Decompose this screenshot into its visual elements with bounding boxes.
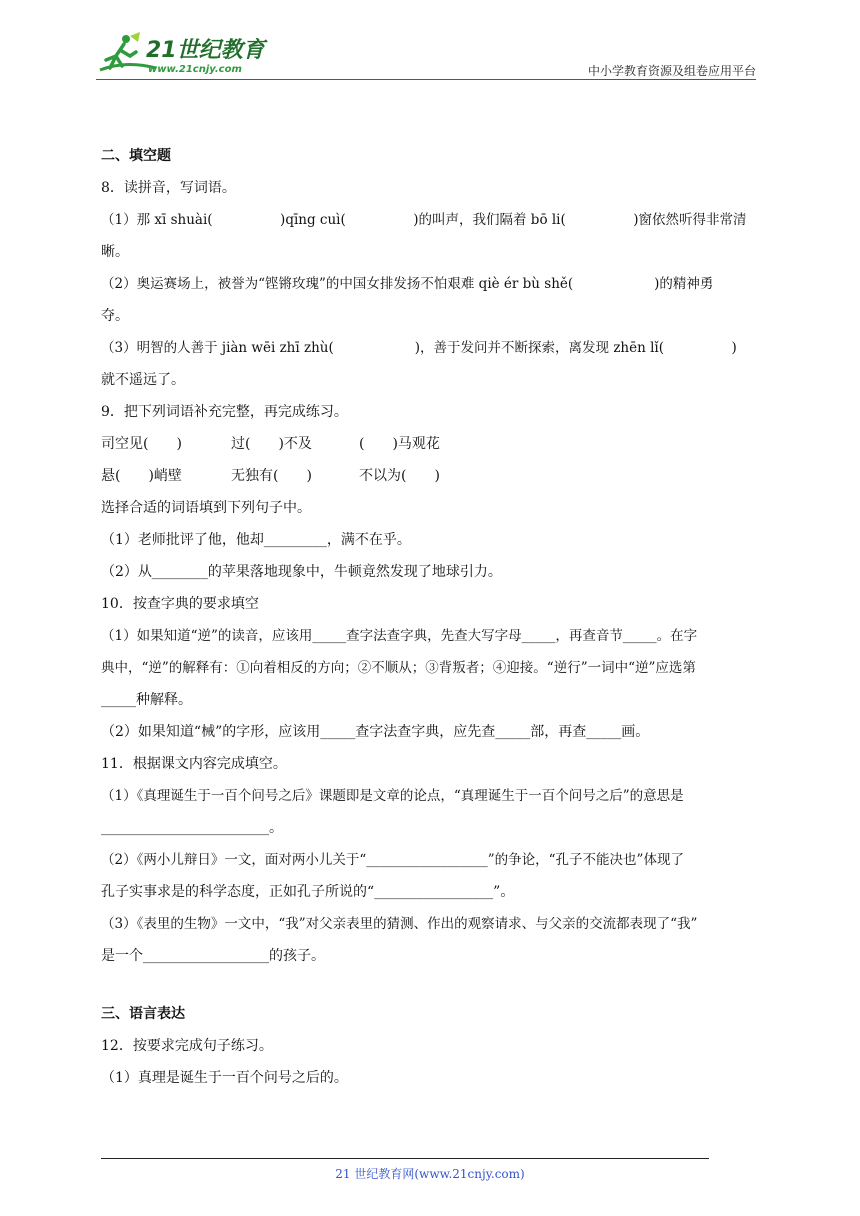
question-12-title: 12．按要求完成句子练习。 <box>101 1038 273 1054</box>
question-8-line: （1）那 xī shuài( )qīng cuì( )的叫声，我们隔着 bō li( )窗依然听得非常清 <box>101 212 747 228</box>
section-heading-fill-blank: 二、填空题 <box>101 148 171 164</box>
page-footer: 21 世纪教育网(www.21cnjy.com) <box>335 1167 525 1181</box>
platform-name: 中小学教育资源及组卷应用平台 <box>587 64 756 78</box>
question-11-line: （3）《表里的生物》一文中，“我”对父亲表里的猜测、作出的观察请求、与父亲的交流都表现了“我” <box>101 916 698 932</box>
page-header <box>96 28 756 80</box>
question-8-line: 就不遥远了。 <box>101 372 185 388</box>
logo-21cnjy <box>96 30 296 76</box>
idiom-blank: 无独有( ) <box>231 468 312 484</box>
idiom-blank: 司空见( ) <box>101 436 182 452</box>
question-9-line: （1）老师批评了他，他却_________，满不在乎。 <box>101 532 411 548</box>
question-8-line: 夺。 <box>101 308 129 324</box>
question-10-line: （1）如果知道“逆”的读音，应该用_____查字法查字典，先查大写字母_____，再查音节_____。在字 <box>101 628 698 644</box>
question-11-title: 11．根据课文内容完成填空。 <box>101 756 287 772</box>
header-divider <box>96 79 756 80</box>
idiom-blank: ( )马观花 <box>359 436 440 452</box>
question-11-line: （1）《真理诞生于一百个问号之后》课题即是文章的论点，“真理诞生于一百个问号之后”的意思是 <box>101 788 684 804</box>
question-11-line: 孔子实事求是的科学态度，正如孔子所说的“_________________”。 <box>101 884 515 900</box>
question-10-line: _____种解释。 <box>101 692 192 708</box>
question-10-title: 10．按查字典的要求填空 <box>101 596 259 612</box>
logo-url: www.21cnjy.com <box>148 64 242 75</box>
document-body <box>101 140 761 1094</box>
question-8-line: 晰。 <box>101 244 129 260</box>
question-11-line: 是一个__________________的孩子。 <box>101 948 325 964</box>
question-9-line: （2）从________的苹果落地现象中，牛顿竟然发现了地球引力。 <box>101 564 502 580</box>
question-9-words-row <box>101 428 761 460</box>
question-11-line: ________________________。 <box>101 820 283 836</box>
question-11-line: （2）《两小儿辩日》一文，面对两小儿关于“__________________”的争论，“孔子不能决也”体现了 <box>101 852 684 868</box>
question-8-line: （3）明智的人善于 jiàn wēi zhī zhù( )，善于发问并不断探索，离发现 zhēn lǐ( ) <box>101 340 737 356</box>
question-10-line: （2）如果知道“械”的字形，应该用_____查字法查字典，应先查_____部，再查_____画。 <box>101 724 650 740</box>
idiom-blank: 过( )不及 <box>231 436 312 452</box>
idiom-blank: 悬( )峭壁 <box>101 468 182 484</box>
question-10-line: 典中，“逆”的解释有：①向着相反的方向；②不顺从；③背叛者；④迎接。“逆行”一词中“逆”应选第 <box>101 660 696 676</box>
question-9-words-row <box>101 460 761 492</box>
question-9-instruction: 选择合适的词语填到下列句子中。 <box>101 500 311 516</box>
question-8-line: （2）奥运赛场上，被誉为“铿锵玫瑰”的中国女排发扬不怕艰难 qiè ér bù shě( )的精神勇 <box>101 276 714 292</box>
idiom-blank: 不以为( ) <box>359 468 440 484</box>
footer-divider <box>101 1158 709 1159</box>
question-12-line: （1）真理是诞生于一百个问号之后的。 <box>101 1070 348 1086</box>
question-8-title: 8．读拼音，写词语。 <box>101 180 236 196</box>
question-9-title: 9．把下列词语补充完整，再完成练习。 <box>101 404 348 420</box>
logo-text: 21世纪教育 <box>146 38 265 63</box>
section-heading-language-expression: 三、语言表达 <box>101 1006 185 1022</box>
